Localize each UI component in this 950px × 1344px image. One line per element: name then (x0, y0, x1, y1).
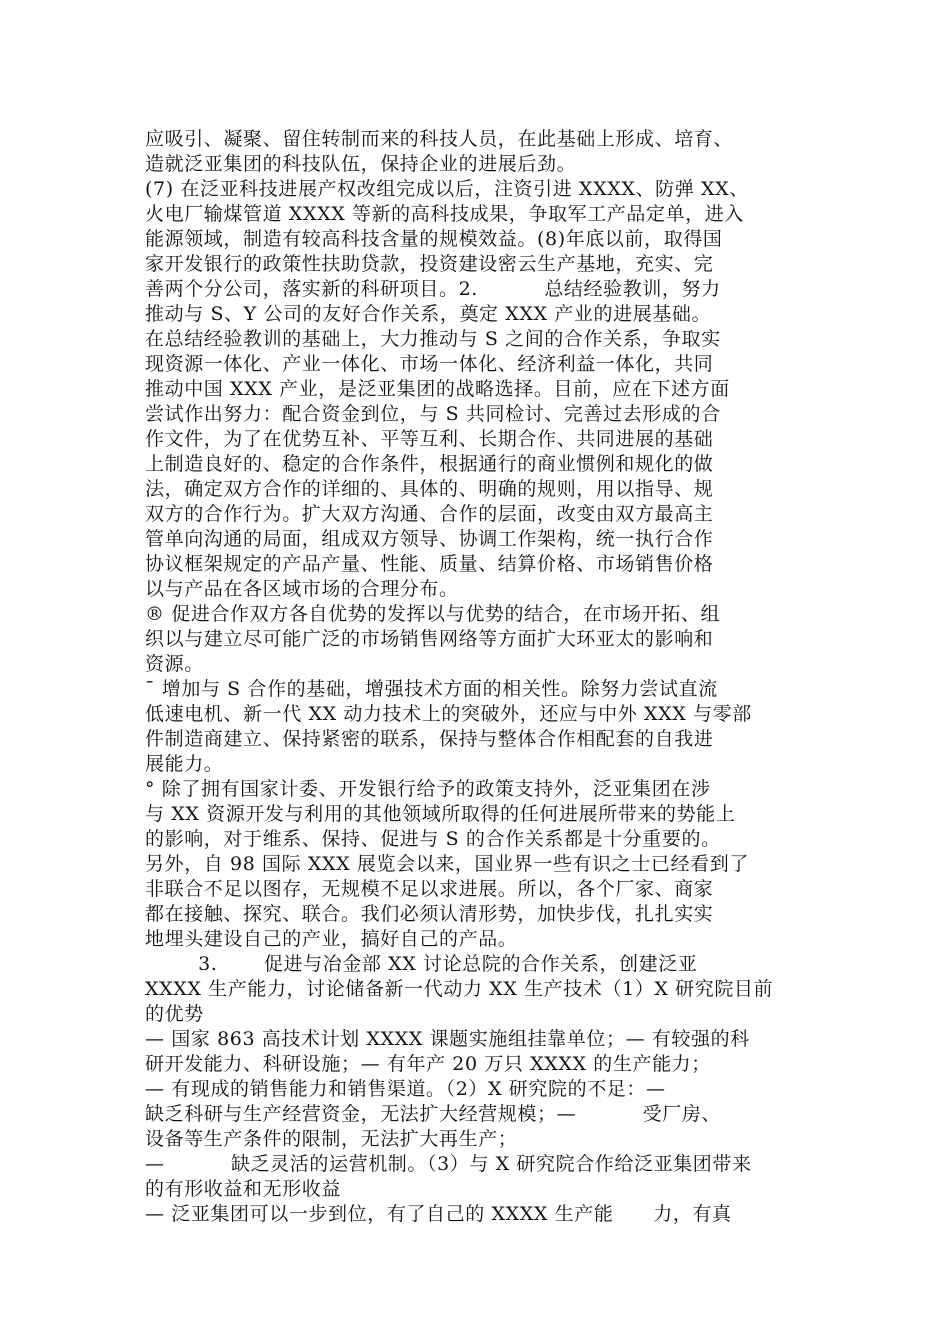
text-line: 现资源一体化、产业一体化、市场一体化、经济利益一体化，共同 (145, 353, 714, 375)
text-line: 资源。 (145, 653, 204, 675)
text-line: 作文件，为了在优势互补、平等互利、长期合作、共同进展的基础 (145, 428, 714, 450)
text-line: — 国家 863 高技术计划 XXXX 课题实施组挂靠单位；— 有较强的科 (145, 1028, 750, 1050)
text-line: — 有现成的销售能力和销售渠道。（2）X 研究院的不足：— (145, 1078, 666, 1100)
text-line: 法，确定双方合作的详细的、具体的、明确的规则，用以指导、规 (145, 478, 714, 500)
text-line: 管单向沟通的局面，组成双方领导、协调工作架构，统一执行合作 (145, 528, 714, 550)
text-line: 缺乏科研与生产经营资金，无法扩大经营规模；— 受厂房、 (145, 1103, 721, 1125)
text-line: — 泛亚集团可以一步到位，有了自己的 XXXX 生产能 力，有真 (145, 1203, 732, 1225)
text-line: 低速电机、新一代 XX 动力技术上的突破外，还应与中外 XXX 与零部 (145, 703, 752, 725)
text-line: ® 促进合作双方各自优势的发挥以与优势的结合，在市场开拓、组 (145, 603, 721, 625)
text-line: 地埋头建设自己的产业，搞好自己的产品。 (145, 928, 518, 950)
text-line: 展能力。 (145, 753, 224, 775)
text-line: 善两个分公司，落实新的科研项目。2. 总结经验教训，努力 (145, 278, 721, 300)
text-line: 都在接触、探究、联合。我们必须认清形势，加快步伐，扎扎实实 (145, 903, 714, 925)
text-line: 3. 促进与冶金部 XX 讨论总院的合作关系，创建泛亚 (145, 953, 698, 975)
text-line: 件制造商建立、保持紧密的联系，保持与整体合作相配套的自我进 (145, 728, 714, 750)
text-line: 造就泛亚集团的科技队伍，保持企业的进展后劲。 (145, 153, 577, 175)
text-line: 上制造良好的、稳定的合作条件，根据通行的商业惯例和规化的做 (145, 453, 714, 475)
text-line: 尝试作出努力：配合资金到位，与 S 共同检讨、完善过去形成的合 (145, 403, 721, 425)
text-line: 另外，自 98 国际 XXX 展览会以来，国业界一些有识之士已经看到了 (145, 853, 749, 875)
text-line: 家开发银行的政策性扶助贷款，投资建设密云生产基地，充实、完 (145, 253, 714, 275)
text-line: ¯ 增加与 S 合作的基础，增强技术方面的相关性。除努力尝试直流 (145, 678, 718, 700)
text-line: 推动与 S、Y 公司的友好合作关系，奠定 XXX 产业的进展基础。 (145, 303, 712, 325)
text-line: XXXX 生产能力，讨论储备新一代动力 XX 生产技术（1）X 研究院目前 (145, 978, 774, 1000)
text-line: 与 XX 资源开发与利用的其他领域所取得的任何进展所带来的势能上 (145, 803, 736, 825)
text-line: 在总结经验教训的基础上，大力推动与 S 之间的合作关系，争取实 (145, 328, 721, 350)
text-line: 的有形收益和无形收益 (145, 1178, 342, 1200)
text-line: 织以与建立尽可能广泛的市场销售网络等方面扩大环亚太的影响和 (145, 628, 714, 650)
text-line: 设备等生产条件的限制，无法扩大再生产； (145, 1128, 518, 1150)
text-line: 研开发能力、科研设施；— 有年产 20 万只 XXXX 的生产能力； (145, 1053, 711, 1075)
text-line: 火电厂输煤管道 XXXX 等新的高科技成果，争取军工产品定单，进入 (145, 203, 744, 225)
text-line: 的优势 (145, 1003, 204, 1025)
text-line: (7) 在泛亚科技进展产权改组完成以后，注资引进 XXXX、防弹 XX、 (145, 178, 749, 200)
text-line: 推动中国 XXX 产业，是泛亚集团的战略选择。目前，应在下述方面 (145, 378, 730, 400)
text-line: 能源领域，制造有较高科技含量的规模效益。(8)年底以前，取得国 (145, 228, 723, 250)
text-line: 协议框架规定的产品产量、性能、质量、结算价格、市场销售价格 (145, 553, 714, 575)
text-line: 非联合不足以图存，无规模不足以求进展。所以，各个厂家、商家 (145, 878, 714, 900)
text-line: — 缺乏灵活的运营机制。（3）与 X 研究院合作给泛亚集团带来 (145, 1153, 752, 1175)
text-line: ° 除了拥有国家计委、开发银行给予的政策支持外，泛亚集团在涉 (145, 778, 711, 800)
text-line: 的影响，对于维系、保持、促进与 S 的合作关系都是十分重要的。 (145, 828, 721, 850)
text-line: 双方的合作行为。扩大双方沟通、合作的层面，改变由双方最高主 (145, 503, 714, 525)
text-line: 应吸引、凝聚、留住转制而来的科技人员，在此基础上形成、培育、 (145, 128, 734, 150)
text-line: 以与产品在各区域市场的合理分布。 (145, 578, 459, 600)
